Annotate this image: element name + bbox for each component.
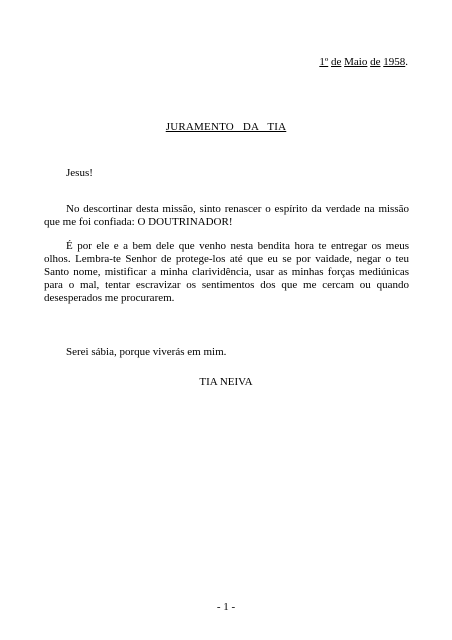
date-de-2: de bbox=[370, 56, 381, 68]
paragraph-2: É por ele e a bem dele que venho nesta bendita hora te entregar os meus olhos. Lembra-te Senhor de protege-los até que eu se por vaidade, negar o teu Santo nome, mistificar a minha clarividência, usar as minhas forças mediúnicas para o mal, tentar escravizar os sentimentos dos que me cercam ou quando desesperados me procurarem. bbox=[44, 240, 409, 304]
date-line bbox=[319, 56, 408, 69]
date-month: Maio bbox=[344, 56, 368, 68]
date-de-1: de bbox=[330, 56, 342, 68]
date-year: 1958 bbox=[383, 56, 406, 68]
paragraph-3: Serei sábia, porque viverás em mim. bbox=[66, 346, 227, 358]
date-day: 1º bbox=[319, 56, 329, 68]
paragraph-1: No descortinar desta missão, sinto renascer o espírito da verdade na missão que me foi confiada: O DOUTRINADOR! bbox=[44, 203, 409, 228]
page-number: - 1 - bbox=[216, 601, 236, 613]
date-period: . bbox=[405, 56, 408, 68]
salutation: Jesus! bbox=[66, 167, 93, 179]
signature: TIA NEIVA bbox=[199, 376, 253, 388]
document-title: JURAMENTO DA TIA bbox=[165, 121, 287, 133]
